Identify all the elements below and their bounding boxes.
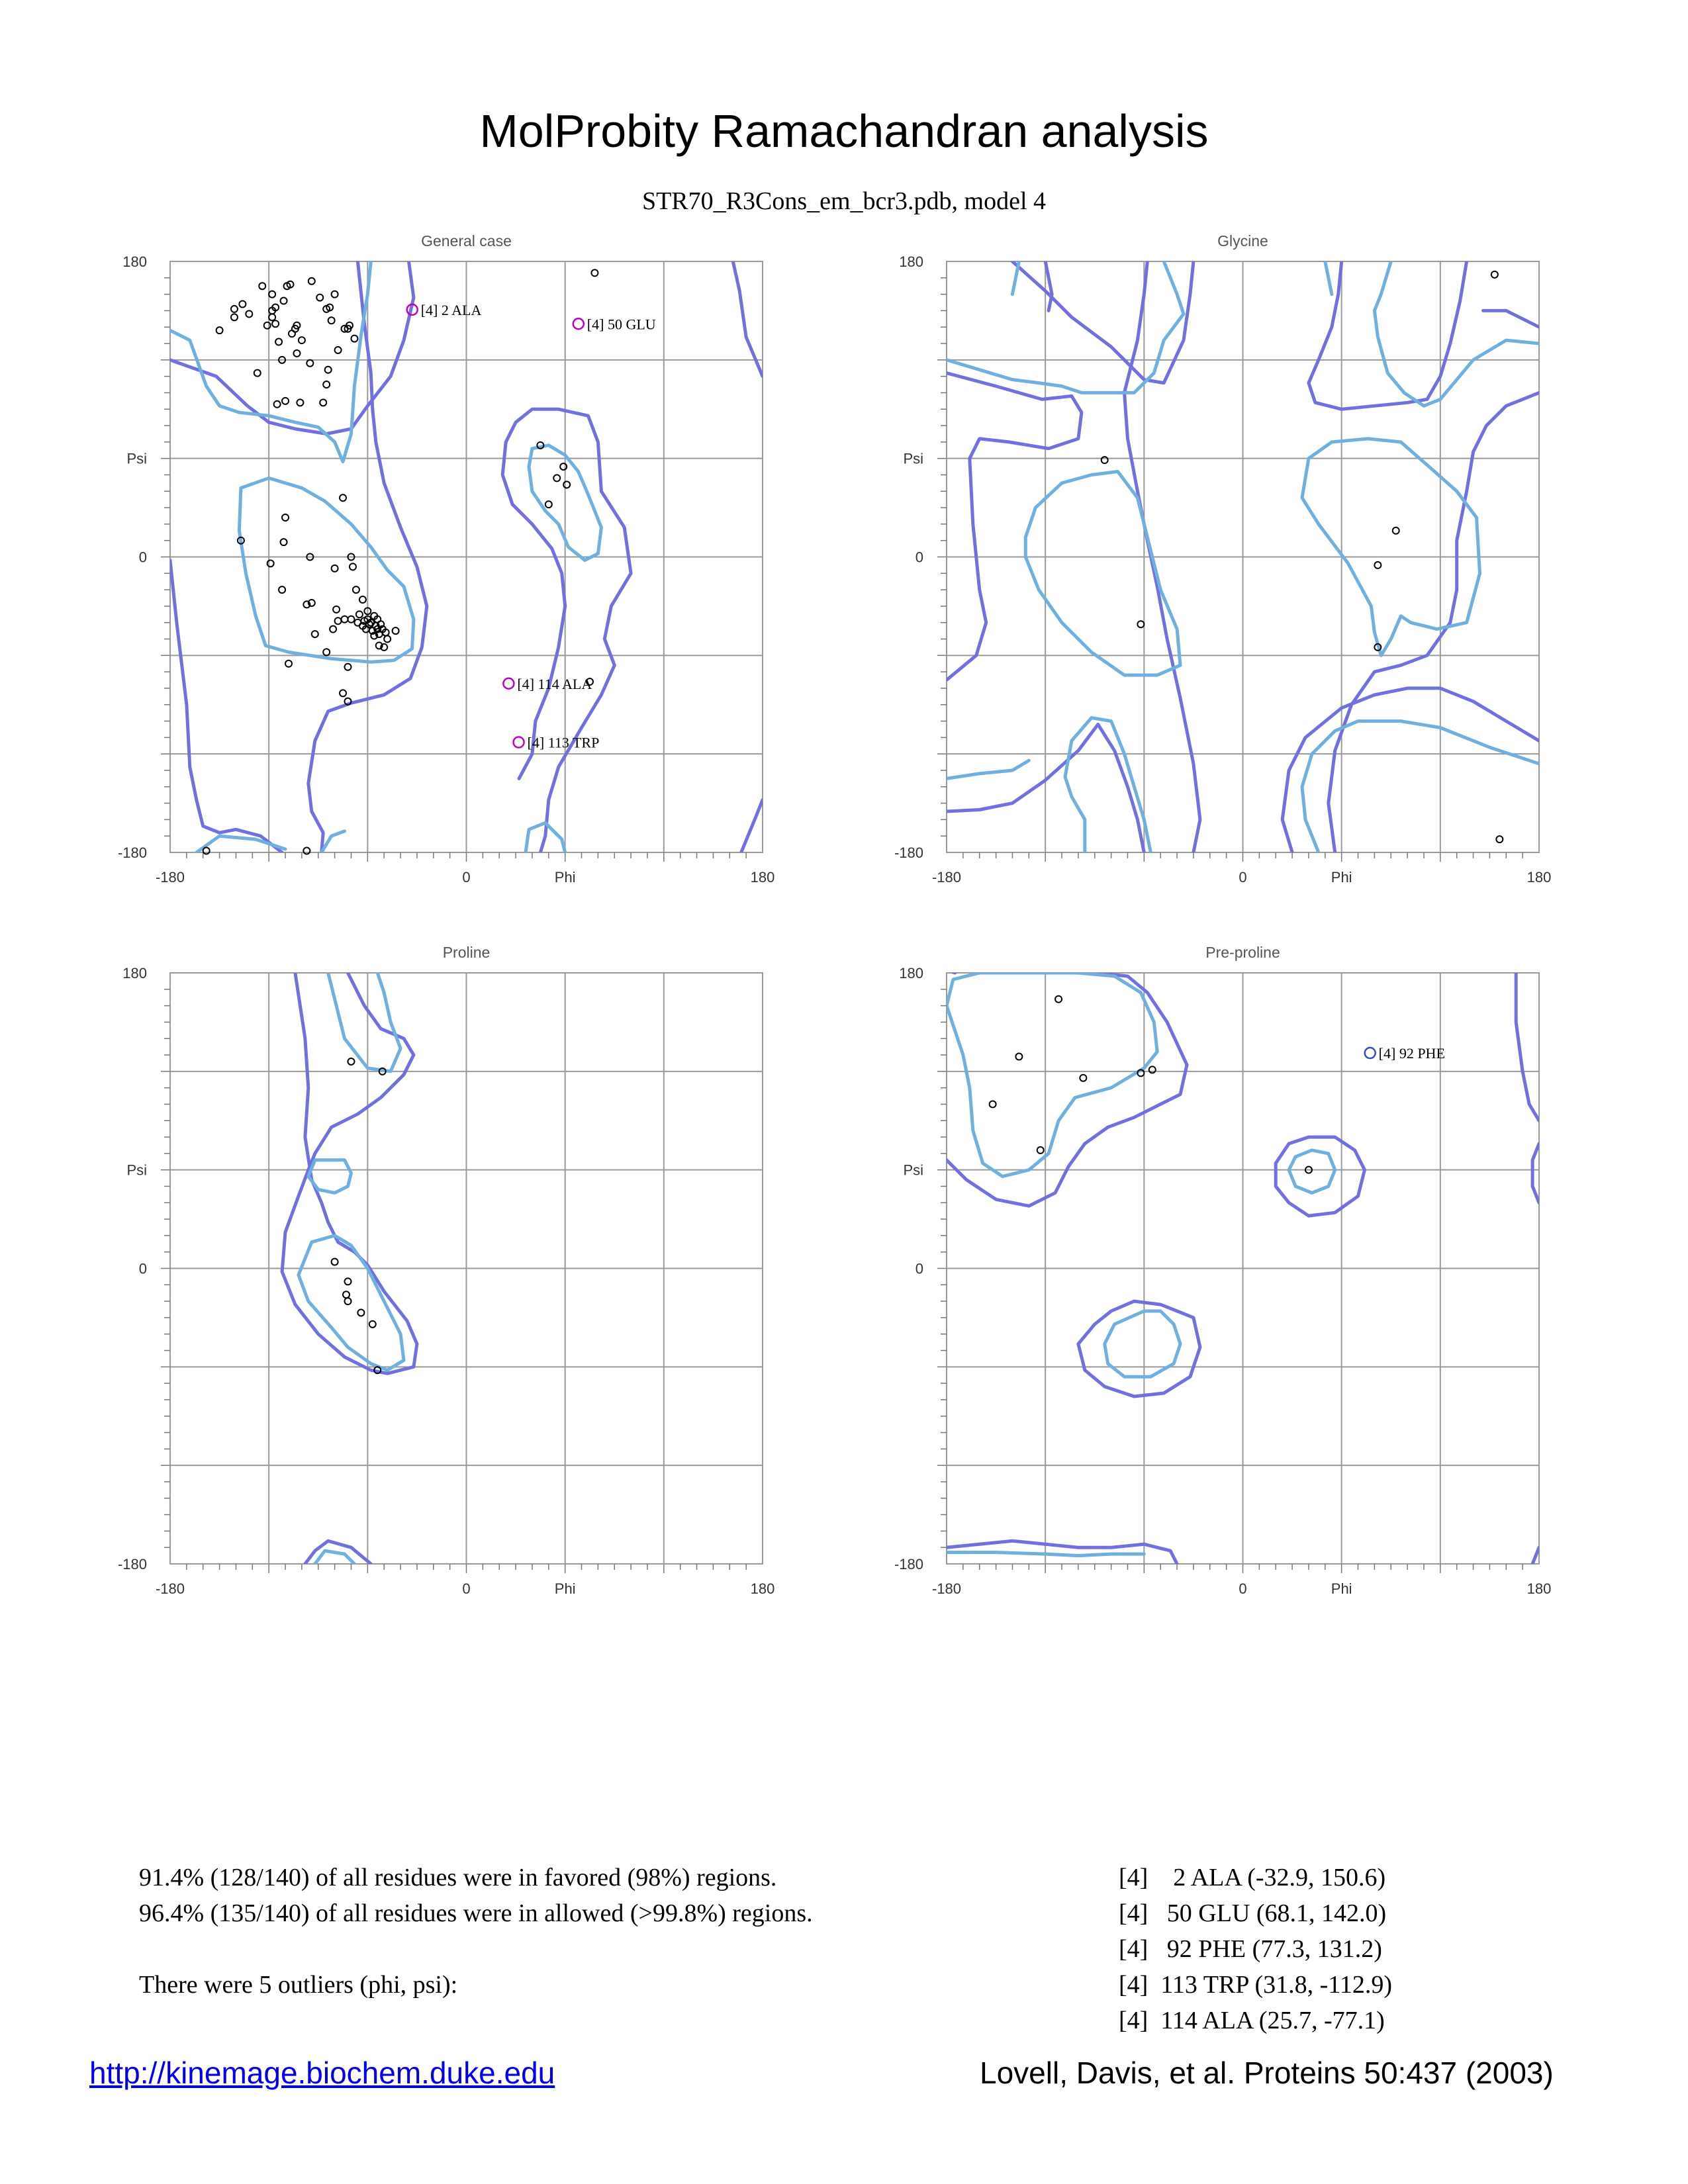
y-tick-label: 0	[915, 1260, 923, 1277]
data-point	[259, 283, 265, 289]
data-point	[384, 636, 391, 643]
data-point	[345, 664, 352, 670]
y-axis-label: Psi	[903, 1161, 923, 1179]
favored-contour	[1302, 439, 1480, 655]
plot-title: Glycine	[1217, 232, 1268, 250]
allowed-contour	[1276, 1137, 1364, 1216]
summary-block	[139, 1860, 813, 2003]
data-point	[323, 649, 330, 655]
citation: Lovell, Davis, et al. Proteins 50:437 (2003)	[980, 2056, 1554, 2090]
x-tick-label: 180	[750, 1580, 775, 1597]
y-tick-label: 180	[899, 965, 923, 981]
y-tick-label: 180	[122, 253, 147, 270]
x-axis-label: Phi	[554, 1580, 576, 1597]
favored-contour	[947, 261, 1184, 392]
data-point	[269, 314, 275, 320]
data-point	[231, 306, 238, 312]
data-point	[1015, 1054, 1022, 1060]
data-point	[330, 626, 336, 633]
data-point	[1055, 996, 1062, 1003]
outlier-point	[1365, 1048, 1376, 1058]
outlier-label: [4] 113 TRP	[527, 734, 600, 751]
data-point	[306, 360, 313, 367]
y-tick-label: -180	[117, 1556, 147, 1572]
allowed-contour	[1532, 1144, 1539, 1203]
x-tick-label: 0	[1239, 1580, 1247, 1597]
data-point	[356, 611, 363, 617]
data-point	[312, 631, 318, 637]
allowed-contour	[1516, 973, 1539, 1120]
data-point	[281, 298, 287, 304]
data-point	[216, 327, 223, 334]
outlier-list-item: [4] 50 GLU (68.1, 142.0)	[1119, 1899, 1387, 1927]
outlier-label: [4] 114 ALA	[517, 675, 592, 692]
data-point	[282, 398, 289, 404]
allowed-contour	[733, 261, 763, 377]
allowed-contour	[506, 409, 631, 852]
plot-panel	[894, 944, 1551, 1597]
y-axis-label: Psi	[903, 450, 923, 467]
y-tick-label: 180	[899, 253, 923, 270]
y-axis-label: Psi	[126, 1161, 147, 1179]
x-tick-label: -180	[931, 869, 962, 886]
data-point	[246, 310, 252, 317]
y-tick-label: 180	[122, 965, 147, 981]
x-tick-label: 180	[1526, 1580, 1552, 1597]
data-point	[323, 381, 330, 388]
data-point	[282, 514, 289, 521]
data-point	[299, 337, 305, 343]
data-point	[343, 1291, 350, 1298]
plot-panel	[118, 232, 774, 886]
data-point	[293, 350, 300, 357]
x-tick-label: 180	[1526, 869, 1552, 886]
data-point	[553, 475, 560, 481]
outlier-point	[503, 678, 514, 689]
data-point	[990, 1101, 996, 1107]
y-tick-label: -180	[117, 844, 147, 861]
data-point	[269, 291, 275, 298]
data-point	[275, 339, 282, 345]
data-point	[1102, 457, 1108, 463]
summary-line-outliers: There were 5 outliers (phi, psi):	[139, 1971, 458, 1999]
data-point	[348, 616, 354, 623]
data-point	[279, 586, 285, 593]
x-axis-label: Phi	[1331, 1580, 1352, 1597]
data-point	[1149, 1066, 1156, 1073]
allowed-contour	[1078, 1301, 1200, 1396]
data-point	[333, 606, 340, 613]
y-tick-label: -180	[894, 844, 923, 861]
data-point	[340, 494, 346, 501]
data-point	[357, 1309, 364, 1316]
data-point	[350, 563, 356, 570]
y-tick-label: 0	[138, 1260, 147, 1277]
data-point	[563, 481, 570, 488]
data-point	[325, 367, 332, 373]
x-tick-label: 0	[462, 1580, 471, 1597]
page-title: MolProbity Ramachandran analysis	[479, 105, 1209, 157]
data-point	[351, 336, 357, 342]
data-point	[332, 1259, 338, 1265]
allowed-contour	[1282, 688, 1539, 852]
data-point	[345, 1278, 352, 1285]
data-point	[1496, 836, 1503, 842]
data-point	[297, 399, 303, 406]
data-point	[1374, 562, 1381, 569]
plot-panel	[118, 944, 774, 1597]
outlier-list-item: [4] 2 ALA (-32.9, 150.6)	[1119, 1864, 1386, 1891]
x-tick-label: -180	[155, 1580, 185, 1597]
favored-contour	[1025, 472, 1180, 676]
page-subtitle: STR70_R3Cons_em_bcr3.pdb, model 4	[641, 187, 1047, 215]
data-point	[591, 269, 598, 276]
favored-contour	[947, 973, 1157, 1177]
data-point	[254, 370, 261, 377]
data-point	[316, 295, 323, 301]
favored-contour	[328, 973, 400, 1071]
plot-title: General case	[421, 232, 512, 250]
data-point	[369, 1321, 376, 1328]
favored-contour	[315, 1551, 355, 1564]
x-tick-label: 0	[1239, 869, 1247, 886]
summary-line-favored: 91.4% (128/140) of all residues were in favored (98%) regions.	[139, 1864, 777, 1891]
data-point	[1080, 1075, 1086, 1081]
data-point	[1491, 271, 1498, 278]
outlier-point	[514, 737, 524, 748]
allowed-contour	[741, 800, 763, 852]
data-point	[1393, 527, 1399, 534]
favored-contour	[1374, 261, 1539, 406]
summary-line-allowed: 96.4% (135/140) of all residues were in allowed (>99.8%) regions.	[139, 1899, 813, 1927]
y-axis-label: Psi	[126, 450, 147, 467]
favored-contour	[947, 1553, 1144, 1556]
y-tick-label: -180	[894, 1556, 923, 1572]
data-point	[332, 291, 338, 298]
data-point	[335, 347, 342, 353]
y-tick-label: 0	[138, 549, 147, 566]
data-point	[1137, 621, 1144, 627]
data-point	[354, 619, 361, 626]
data-point	[308, 278, 315, 285]
plot-title: Proline	[442, 944, 491, 961]
y-tick-label: 0	[915, 549, 923, 566]
summary-line-blank	[139, 1931, 813, 1967]
x-tick-label: 180	[750, 869, 775, 886]
data-point	[335, 617, 342, 624]
allowed-contour	[1483, 310, 1540, 327]
allowed-contour	[1045, 261, 1052, 310]
x-axis-label: Phi	[1331, 869, 1352, 886]
data-point	[267, 560, 274, 567]
plot-title: Pre-proline	[1205, 944, 1280, 961]
allowed-contour	[1532, 1547, 1539, 1564]
outlier-label: [4] 2 ALA	[420, 301, 482, 318]
data-point	[274, 401, 281, 408]
data-point	[281, 539, 287, 545]
outlier-list	[1119, 1860, 1392, 2038]
data-point	[203, 848, 210, 854]
x-tick-label: -180	[155, 869, 185, 886]
outlier-label: [4] 50 GLU	[586, 316, 656, 333]
data-point	[285, 660, 292, 667]
outlier-list-item: [4] 114 ALA (25.7, -77.1)	[1119, 2007, 1385, 2034]
data-point	[320, 399, 326, 406]
allowed-contour	[1309, 261, 1467, 409]
data-point	[231, 314, 238, 320]
data-point	[345, 1298, 352, 1304]
data-point	[348, 1058, 354, 1065]
data-point	[359, 596, 366, 603]
outlier-point	[573, 318, 584, 329]
x-axis-label: Phi	[554, 869, 576, 886]
data-point	[328, 317, 335, 324]
data-point	[342, 616, 348, 623]
x-tick-label: 0	[462, 869, 471, 886]
data-point	[340, 690, 346, 696]
data-point	[303, 848, 310, 854]
data-point	[264, 322, 271, 329]
favored-contour	[947, 760, 1029, 778]
data-point	[560, 463, 567, 470]
allowed-contour	[1012, 261, 1194, 383]
allowed-contour	[170, 561, 282, 853]
data-point	[545, 501, 552, 508]
allowed-contour	[1329, 392, 1539, 852]
data-point	[239, 300, 246, 307]
outlier-list-item: [4] 92 PHE (77.3, 131.2)	[1119, 1935, 1382, 1963]
data-point	[353, 586, 359, 593]
kinemage-link[interactable]: http://kinemage.biochem.duke.edu	[89, 2056, 555, 2090]
data-point	[393, 627, 399, 634]
allowed-contour	[947, 373, 1082, 680]
data-point	[272, 320, 279, 327]
outlier-list-item: [4] 113 TRP (31.8, -112.9)	[1119, 1971, 1393, 1999]
data-point	[1037, 1147, 1044, 1154]
outlier-label: [4] 92 PHE	[1378, 1045, 1445, 1062]
x-tick-label: -180	[931, 1580, 962, 1597]
favored-contour	[1325, 261, 1332, 295]
data-point	[332, 565, 338, 572]
favored-contour	[322, 831, 345, 852]
plot-panel	[894, 232, 1551, 886]
